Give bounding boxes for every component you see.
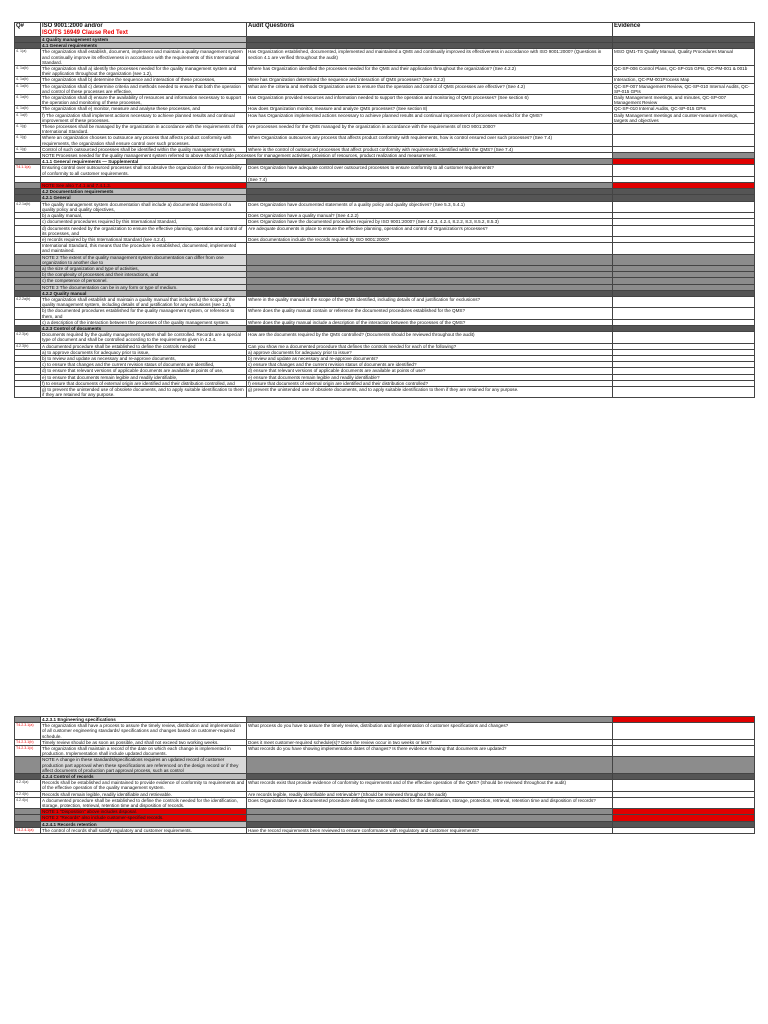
- requirement-cell: NOTE 1 "Disposition" above includes disposal.: [41, 809, 247, 815]
- requirement-cell: a) the size of organization and type of activities,: [41, 265, 247, 271]
- table-header: [15, 23, 755, 37]
- requirement-cell: NOTE Processes needed for the quality management system referred to above should include processes for management activities, provision of resources, product realization and measurement.: [41, 153, 613, 159]
- q-number-cell: 4. 1a(f): [15, 112, 41, 123]
- table-row: [15, 66, 755, 77]
- audit-question-cell: [247, 254, 613, 265]
- requirement-cell: d) to ensure that relevant versions of applicable documents are available at points of use,: [41, 368, 247, 374]
- header-audit-questions: Audit Questions: [247, 23, 613, 37]
- q-number-cell: [15, 243, 41, 254]
- requirement-cell: f) to ensure that documents of external origin are identified and their distribution controlled, and: [41, 380, 247, 386]
- requirement-cell: 4.2.3.1 Engineering specifications: [41, 717, 247, 723]
- requirement-cell: Ensuring control over outsourced processes shall not absolve the organization of the responsibility of conformity to all customer requirements.: [41, 165, 247, 176]
- requirement-cell: b) the complexity of processes and their interactions, and: [41, 272, 247, 278]
- requirement-cell: Control of such outsourced processes shall be identified within the quality management system.: [41, 146, 247, 152]
- audit-question-cell: Have the record requirements been reviewed to ensure conformance with regulatory and customer requirements?: [247, 827, 613, 833]
- evidence-cell: [613, 124, 755, 135]
- requirement-cell: A documented procedure shall be established to define the controls needed: [41, 343, 247, 349]
- evidence-cell: [613, 332, 755, 343]
- q-number-cell: 4. 1(g): [15, 135, 41, 146]
- q-number-cell: 4. 1a(b): [15, 77, 41, 83]
- audit-question-cell: Were has Organization determined the sequence and interaction of QMS processes? (See 4.2.2): [247, 77, 613, 83]
- table-row: [15, 49, 755, 66]
- table-row: [15, 77, 755, 83]
- q-number-cell: 4.2.3(a): [15, 332, 41, 343]
- table-row: [15, 165, 755, 176]
- audit-question-cell: Are processes needed for the QMS managed by the organization in accordance with the requirements of ISO 9001:2000?: [247, 124, 613, 135]
- requirement-cell: g) to prevent the unintended use of obsolete documents, and to apply suitable identification to them if they are retained for any purpose.: [41, 386, 247, 397]
- requirement-cell: c) a description of the interaction between the processes of the quality management system.: [41, 319, 247, 325]
- q-number-cell: 4.2.4(c): [15, 797, 41, 808]
- header-standard-title: ISO 9001:2000 and/or: [42, 23, 103, 29]
- evidence-cell: [613, 165, 755, 176]
- audit-question-cell: When Organization outsources any process that affects product conformity with requirements, how is control ensured over such processes? (See 7.4): [247, 135, 613, 146]
- requirement-cell: 4.2.1 General: [41, 195, 247, 201]
- table-row: [15, 254, 755, 265]
- table-row: [15, 780, 755, 791]
- table-row: [15, 827, 755, 833]
- audit-question-cell: Has Organization established, documented, implemented and maintained a QMS and continually improved its effectiveness in accordance with ISO 9001:2000? (Questions in section 4.1 are verified throughout the audit): [247, 49, 613, 66]
- requirement-cell: Records shall remain legible, readily identifiable and retrievable.: [41, 791, 247, 797]
- header-q-number: Q#: [15, 23, 41, 37]
- requirement-cell: a) to approve documents for adequacy prior to issue,: [41, 349, 247, 355]
- audit-question-cell: b) review and update as necessary and re-approve documents?: [247, 355, 613, 361]
- evidence-cell: Daily Management meetings and counter-measure meetings, targets and objectives: [613, 112, 755, 123]
- requirement-cell: The control of records shall satisfy regulatory and customer requirements.: [41, 827, 247, 833]
- audit-table-1: [14, 22, 755, 398]
- requirement-cell: The organization shall b) determine the sequence and interaction of these processes,: [41, 77, 247, 83]
- table-row: [15, 106, 755, 112]
- evidence-cell: [613, 757, 755, 774]
- requirement-cell: d) documents needed by the organization to ensure the effective planning, operation and control of its processes, and: [41, 225, 247, 236]
- table-row: [15, 797, 755, 808]
- requirement-cell: 4 Quality management system: [41, 37, 247, 43]
- audit-question-cell: g) prevent the unintended use of obsolete documents, and to apply suitable identification to them if they are retained for any purpose.: [247, 386, 613, 397]
- evidence-cell: [613, 780, 755, 791]
- table-row: [15, 135, 755, 146]
- requirement-cell: Records shall be established and maintained to provide evidence of conformity to requirements and of the effective operation of the quality management system.: [41, 780, 247, 791]
- audit-question-cell: Has Organization provided resources and information needed to support the operation and monitoring of QMS processes? (See section 6): [247, 95, 613, 106]
- q-number-cell: 4. 1a(b): [15, 95, 41, 106]
- audit-question-cell: Does it meet customer-required schedule(s)? Does the review occur in two weeks or less?: [247, 739, 613, 745]
- requirement-cell: f) The organization shall implement actions necessary to achieve planned results and continual improvement of these processes.: [41, 112, 247, 123]
- audit-question-cell: Where in the quality manual is the scope of the QMS identified, including details of and justification for exclusions?: [247, 296, 613, 307]
- q-number-cell: 4. 1a(b): [15, 106, 41, 112]
- requirement-cell: The organization shall c) determine criteria and methods needed to ensure that both the operation and control of these processes are effective,: [41, 83, 247, 94]
- evidence-cell: [613, 797, 755, 808]
- table-row: [15, 746, 755, 757]
- requirement-cell: 4.2 Documentation requirements: [41, 189, 247, 195]
- requirement-cell: b) a quality manual,: [41, 213, 247, 219]
- audit-question-cell: d) ensure that relevant versions of applicable documents are available at points of use?: [247, 368, 613, 374]
- q-number-cell: 4. 1(a): [15, 49, 41, 66]
- audit-question-cell: Where does the quality manual contain or reference the documented procedures established for the QMS?: [247, 308, 613, 319]
- q-number-cell: 4.2.4(b): [15, 791, 41, 797]
- q-number-cell: 4. 1a(b): [15, 83, 41, 94]
- audit-question-cell: What records exist that provide evidence of conformity to requirements and of the effective operation of the QMS? (Should be reviewed throughout the audit): [247, 780, 613, 791]
- requirement-cell: The quality management system documentation shall include a) documented statements of a quality policy and quality objectives,: [41, 201, 247, 212]
- evidence-cell: [613, 827, 755, 833]
- table-row: [15, 386, 755, 397]
- evidence-cell: QC-SP-010 Internal Audits, QC-SP-015 GPIs: [613, 106, 755, 112]
- audit-question-cell: Does documentation include the records required by ISO 9001:2000?: [247, 236, 613, 242]
- requirement-cell: NOTE 2 The extent of the quality management system documentation can differ from one organization to another due to: [41, 254, 247, 265]
- requirement-cell: b) to review and update as necessary and re-approve documents,: [41, 355, 247, 361]
- table-row: [15, 225, 755, 236]
- q-number-cell: 4. 1(g): [15, 146, 41, 152]
- audit-question-cell: Are records legible, readily identifiable and retrievable? (Should be reviewed throughout the audit): [247, 791, 613, 797]
- q-number-cell: 4. 1(g): [15, 124, 41, 135]
- audit-question-cell: Where has Organization identified the processes needed for the QMS and their application throughout the organization? (See 4.2.2): [247, 66, 613, 77]
- requirement-cell: NOTE 3 The documentation can be in any form or type of medium.: [41, 284, 247, 290]
- audit-question-cell: c) ensure that changes and the current revision status of documents are identified?: [247, 362, 613, 368]
- requirement-cell: The organization shall maintain a record of the date on which each change is implemented in production. Implementation shall include updated documents.: [41, 746, 247, 757]
- requirement-cell: Documents required by the quality management system shall be controlled. Records are a special type of document and shall be controlled according to the requirements given in 4.2.4.: [41, 332, 247, 343]
- table-row: [15, 243, 755, 254]
- requirement-cell: The organization shall a) identify the processes needed for the quality management system and their application throughout the organization (see 1.2),: [41, 66, 247, 77]
- q-number-cell: 4.2.3(b): [15, 343, 41, 349]
- requirement-cell: NOTE 2 "Records" also include customer-specified records.: [41, 815, 247, 821]
- audit-question-cell: Does Organization have the documented procedures required by ISO 9001:2000? (See 4.2.3, 4.2.4, 8.2.2, 8.3, 8.5.2, 8.5.3): [247, 219, 613, 225]
- audit-question-cell: Can you show me a documented procedure that defines the controls needed for each of the following?: [247, 343, 613, 349]
- requirement-cell: Timely review should be as soon as possible, and shall not exceed two working weeks.: [41, 739, 247, 745]
- evidence-cell: [613, 746, 755, 757]
- audit-question-cell: f) ensure that documents of external origin are identified and their distribution controlled?: [247, 380, 613, 386]
- q-number-cell: [15, 254, 41, 265]
- table-body-2: [15, 717, 755, 834]
- requirement-cell: 4.2.4 Control of records: [41, 774, 247, 780]
- evidence-cell: MSO QM1-TS Quality Manual, Quality Procedures Manual: [613, 49, 755, 66]
- requirement-cell: The organization shall establish and maintain a quality manual that includes a) the scope of the quality management system, including details of and justification for any exclusions (see 1.2),: [41, 296, 247, 307]
- audit-question-cell: Does Organization have a quality manual? (See 4.2.2): [247, 213, 613, 219]
- requirement-cell: c) documented procedures required by this International Standard,: [41, 219, 247, 225]
- q-number-cell: T4.2.4.1(a): [15, 827, 41, 833]
- q-number-cell: 4.2.1a(b): [15, 201, 41, 212]
- requirement-cell: International Standard, this means that the procedure is established, documented, implemented and maintained.: [41, 243, 247, 254]
- audit-question-cell: e) ensure that documents remain legible and readily identifiable?: [247, 374, 613, 380]
- requirement-cell: The organization shall have a process to assure the timely review, distribution and implementation of all customer engineering standards/ specifications and changes based on customer-required schedule.: [41, 723, 247, 740]
- audit-question-cell: Where is the control of outsourced processes that affect product conformity with requirements identified within the QMS? (See 7.4): [247, 146, 613, 152]
- requirement-cell: Where an organization chooses to outsource any process that affects product conformity with requirements, the organization shall ensure control over such processes.: [41, 135, 247, 146]
- requirement-cell: The organization shall e) monitor, measure and analyse these processes, and: [41, 106, 247, 112]
- evidence-cell: [613, 296, 755, 307]
- audit-question-cell: What are the criteria and methods Organization uses to ensure that the operation and control of QMS processes are effective? (See 4.2): [247, 83, 613, 94]
- table-row: [15, 112, 755, 123]
- evidence-cell: Daily Management meetings, and minutes, QC-SP-007 Management Review: [613, 95, 755, 106]
- q-number-cell: T4.2.3.1(a): [15, 723, 41, 740]
- audit-sheet-page-1: [14, 22, 754, 398]
- table-row: [15, 83, 755, 94]
- requirement-cell: c) the competence of personnel.: [41, 278, 247, 284]
- table-row: [15, 308, 755, 319]
- requirement-cell: NOTE A change in these standards/specifications requires an updated record of customer production part approval when these specifications are referenced on the design record or if they affect documents of production part approval process, such as control: [41, 757, 247, 774]
- q-number-cell: T4.2.3.1(b): [15, 739, 41, 745]
- q-number-cell: [15, 386, 41, 397]
- table-row: [15, 124, 755, 135]
- header-standard: [41, 23, 247, 37]
- audit-question-cell: How has Organization implemented actions necessary to achieve planned results and continual improvement of processes needed for the QMS?: [247, 112, 613, 123]
- evidence-cell: [613, 308, 755, 319]
- audit-question-cell: How are the documents required by the QMS controlled? (Documents should be reviewed throughout the audit): [247, 332, 613, 343]
- evidence-cell: [613, 135, 755, 146]
- q-number-cell: [15, 225, 41, 236]
- audit-question-cell: Are adequate documents in place to ensure the effective planning, operation and control of Organization's processes?: [247, 225, 613, 236]
- requirement-cell: 4.2.3 Control of documents: [41, 325, 247, 331]
- audit-question-cell: What process do you have to assure the timely review, distribution and implementation of customer specifications and changes?: [247, 723, 613, 740]
- q-number-cell: 4.2.2a(b): [15, 296, 41, 307]
- requirement-cell: NOTE See also 7.4.1 and 7.4.1.3.: [41, 183, 247, 189]
- audit-sheet-page-2: [14, 716, 754, 834]
- table-row: [15, 332, 755, 343]
- table-row: [15, 296, 755, 307]
- requirement-cell: 4.1.1 General requirements — Supplemental: [41, 159, 247, 165]
- audit-question-cell: Does Organization have documented statements of a quality policy and quality objectives? (See 5.3, 5.4.1): [247, 201, 613, 212]
- table-row: [15, 723, 755, 740]
- audit-question-cell: What records do you have showing implementation dates of changes? Is there evidence showing that documents are updated?: [247, 746, 613, 757]
- q-number-cell: 4. 1a(b): [15, 66, 41, 77]
- evidence-cell: [613, 254, 755, 265]
- evidence-cell: [613, 201, 755, 212]
- requirement-cell: 4.2.2 Quality manual: [41, 290, 247, 296]
- evidence-cell: QC-SP-006 Control Plans, QC-SP-015 GPIs, QC-PM-001 & 001b: [613, 66, 755, 77]
- requirement-cell: The organization shall d) ensure the availability of resources and information necessary to support the operation and monitoring of these processes,: [41, 95, 247, 106]
- q-number-cell: 4.2.4(a): [15, 780, 41, 791]
- audit-question-cell: Does Organization have a documented procedure defining the controls needed for the identification, storage, protection, retrieval, retention time and disposition of records?: [247, 797, 613, 808]
- q-number-cell: T4.2.3.1(c): [15, 746, 41, 757]
- requirement-cell: e) to ensure that documents remain legible and readily identifiable,: [41, 374, 247, 380]
- audit-table-2: [14, 716, 755, 834]
- audit-question-cell: [247, 243, 613, 254]
- evidence-cell: [613, 386, 755, 397]
- audit-question-cell: Where does the quality manual include a description of the interaction between the processes of the QMS?: [247, 319, 613, 325]
- evidence-cell: QC-SP-007 Management Review, QC-SP-010 Internal Audits, QC-SP-015 GPIs: [613, 83, 755, 94]
- requirement-cell: e) records required by this International Standard (see 4.2.4).: [41, 236, 247, 242]
- requirement-cell: c) to ensure that changes and the current revision status of documents are identified,: [41, 362, 247, 368]
- table-row: [15, 757, 755, 774]
- evidence-cell: Interaction, QC-PM-001Process Map: [613, 77, 755, 83]
- audit-question-cell: Does Organization have adequate control over outsourced processes to ensure conformity to all customer requirements?: [247, 165, 613, 176]
- q-number-cell: [15, 308, 41, 319]
- evidence-cell: [613, 225, 755, 236]
- header-standard-sub: ISO/TS 16949 Clause Red Text: [42, 29, 128, 36]
- table-row: [15, 95, 755, 106]
- evidence-cell: [613, 243, 755, 254]
- q-number-cell: [15, 757, 41, 774]
- audit-question-cell: [247, 757, 613, 774]
- requirement-cell: The organization shall establish, document, implement and maintain a quality management system and continually improve its effectiveness in accordance with the requirements of this International Standard.: [41, 49, 247, 66]
- audit-question-cell: (See 7.4): [247, 176, 613, 182]
- q-number-cell: T4.1.1(a): [15, 165, 41, 176]
- requirement-cell: 4.1 General requirements: [41, 43, 247, 49]
- requirement-cell: These processes shall be managed by the organization in accordance with the requirements of this International Standard.: [41, 124, 247, 135]
- table-body-1: [15, 37, 755, 398]
- requirement-cell: b) the documented procedures established for the quality management system, or reference to them, and: [41, 308, 247, 319]
- requirement-cell: A documented procedure shall be established to define the controls needed for the identification, storage, protection, retrieval, retention time and disposition of records.: [41, 797, 247, 808]
- header-evidence: Evidence: [613, 23, 755, 37]
- audit-question-cell: a) approve documents for adequacy prior to issue?: [247, 349, 613, 355]
- table-row: [15, 201, 755, 212]
- audit-question-cell: How does Organization monitor, measure and analyze QMS processes? (See section 8): [247, 106, 613, 112]
- requirement-cell: 4.2.4.1 Records retention: [41, 821, 247, 827]
- evidence-cell: [613, 723, 755, 740]
